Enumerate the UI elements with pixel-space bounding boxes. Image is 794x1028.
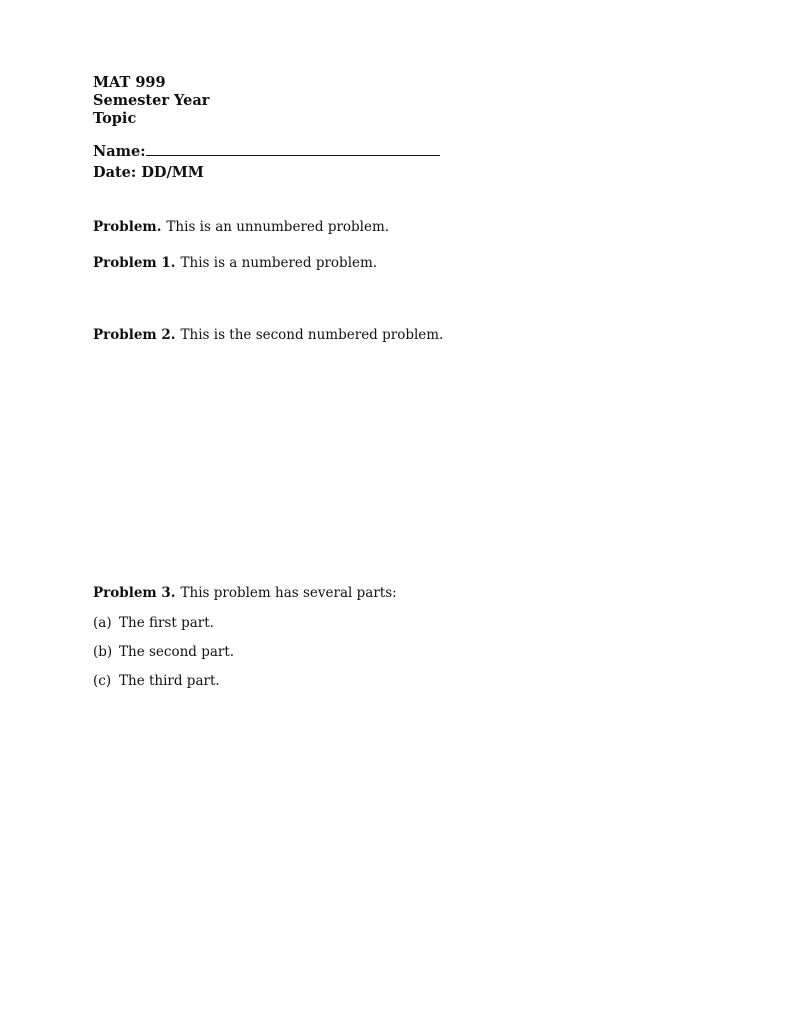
part-a (93, 614, 214, 632)
problem-text: This is the second numbered problem. (180, 327, 444, 343)
topic: Topic (93, 110, 137, 127)
problem-text: This is a numbered problem. (180, 255, 378, 271)
problem-label: Problem 2. (93, 327, 176, 343)
date-label: Date: (93, 164, 137, 181)
part-text: The second part. (119, 644, 235, 660)
problem-label: Problem 1. (93, 255, 176, 271)
course-code: MAT 999 (93, 74, 166, 91)
part-text: The first part. (119, 615, 214, 631)
part-c (93, 672, 220, 690)
problem-2 (93, 326, 443, 344)
name-field (93, 143, 146, 161)
date-field (93, 164, 204, 182)
part-b (93, 643, 234, 661)
part-text: The third part. (119, 673, 220, 689)
problem-label: Problem. (93, 219, 162, 235)
problem-unnumbered (93, 218, 389, 236)
semester-year: Semester Year (93, 92, 210, 109)
problem-text: This is an unnumbered problem. (166, 219, 390, 235)
part-enum: (a) (93, 615, 112, 631)
name-underline (146, 155, 440, 156)
part-enum: (c) (93, 673, 112, 689)
date-value: DD/MM (141, 164, 204, 181)
problem-1 (93, 254, 377, 272)
document-header (93, 74, 209, 128)
part-enum: (b) (93, 644, 113, 660)
problem-text: This problem has several parts: (180, 585, 397, 601)
problem-3 (93, 584, 397, 602)
name-label: Name: (93, 143, 146, 160)
problem-label: Problem 3. (93, 585, 176, 601)
